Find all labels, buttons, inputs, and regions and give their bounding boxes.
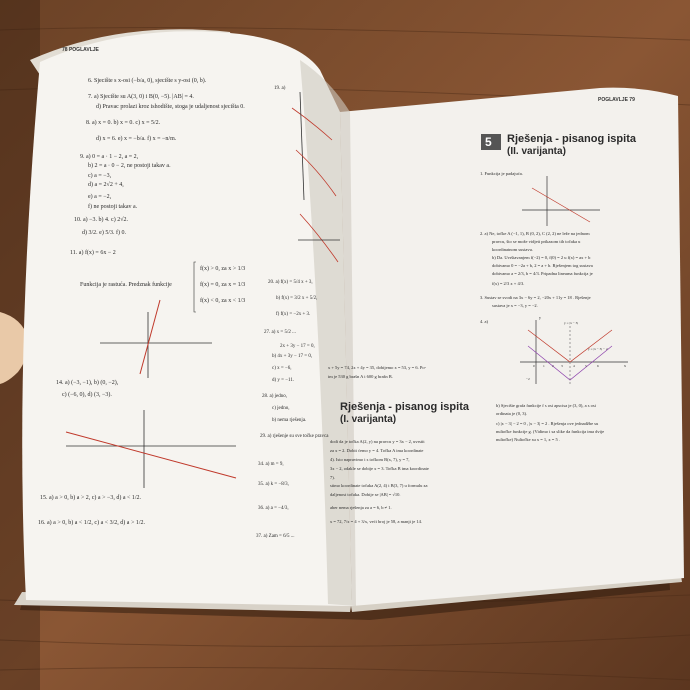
answer-line: 29. a) rješenje su sve točke pravca bbox=[260, 434, 329, 439]
answer-line: c) |x − 3| − 2 = 0 , |x − 3| = 2 . Rješenja ove jednadžbe su bbox=[496, 421, 599, 426]
answer-line: dobivamo a = 2/3, b = 4/3. Pripadna linearna funkcija je bbox=[492, 271, 593, 276]
answer-line: d) 3/2. e) 5/3. f) 0. bbox=[82, 230, 126, 236]
answer-line: f) ne postoji takav a. bbox=[88, 204, 138, 210]
answer-line: 36. a) a = −4/3, bbox=[258, 506, 289, 511]
answer-line: b) f(x) = 3/2 x + 5/2, bbox=[276, 296, 318, 301]
answer-line: 2x + 3y − 17 = 0, bbox=[280, 344, 315, 349]
answer-line: x + 5y = 74, 2x + 4y = 35, dobijemo x = 53, y = 6. Po- bbox=[328, 365, 427, 370]
sign-case: f(x) = 0, za x = 1/3 bbox=[200, 282, 246, 288]
answer-line: b) 4x + 3y − 17 = 0, bbox=[272, 354, 313, 359]
answer-line: c) x = −6, bbox=[272, 366, 292, 371]
section-title: Rješenja - pisanog ispita bbox=[340, 401, 469, 413]
tick-label: 1 bbox=[543, 364, 545, 368]
answer-line: 4). Isto napravimo i s točkom B(x, 7), y = 7, bbox=[330, 457, 410, 462]
answer-line: e) a = −2, bbox=[88, 194, 112, 200]
answer-line: c) jedno, bbox=[272, 406, 290, 411]
axis-label-x: x bbox=[624, 363, 626, 368]
answer-line: d) y = −11. bbox=[272, 378, 295, 383]
tick-label: 0 bbox=[533, 364, 535, 368]
answer-line: 14. a) (−3, −1), b) (0, −2), bbox=[56, 380, 119, 386]
answer-line: 3x − 2, odakle se dobije x = 3. Točka B ima koordinate bbox=[330, 466, 429, 471]
answer-line: Funkcija je rastuća. Predznak funkcije bbox=[80, 282, 172, 288]
answer-line: za x = 2. Dobit ćemo y = 4. Točka A ima koordinate bbox=[330, 448, 424, 453]
answer-line: 16. a) a > 0, b) a < 1/2, c) a < 3/2, d) a > 1/2. bbox=[38, 520, 146, 526]
answer-line: f(x) = 2/3 x + 4/3. bbox=[492, 281, 525, 286]
answer-line: 19. a) bbox=[274, 86, 286, 91]
answer-line: 7). bbox=[330, 475, 335, 480]
answer-line: 27. a) x = 5/2 ... bbox=[264, 330, 296, 335]
answer-line: 9. a) 0 = a · 1 − 2, a = 2, bbox=[80, 154, 139, 160]
answer-line: 3. Sustav se svodi na 3x − 6y = 2, −20x + 11y = 18 . Rješenje bbox=[480, 295, 591, 300]
answer-line: c) a = −3, bbox=[88, 173, 112, 179]
left-page-header: 78 POGLAVLJE bbox=[62, 47, 99, 53]
answer-line: b) Da. Uvrštavanjem f(−2) = 0, f(0) = 2 u f(x) = ax + b bbox=[492, 255, 591, 260]
answer-line: nultočke funkcije g. (Vidimo i sa slike da funkcija ima dvije bbox=[496, 429, 605, 434]
section-title: Rješenja - pisanog ispita bbox=[507, 133, 636, 145]
answer-line: koordinatnom sustavu. bbox=[492, 247, 533, 252]
graph-label: y = |x − 3| bbox=[564, 321, 579, 325]
right-page-header: POGLAVLJE 79 bbox=[598, 97, 635, 103]
answer-line: dodi da je točka A(2, y) na pravcu y = 3x − 2, uvrstit bbox=[330, 439, 425, 444]
answer-line: 34. a) m = 9, bbox=[258, 462, 284, 467]
tick-label: 6 bbox=[597, 364, 599, 368]
answer-line: sustava je x = −3, y = −2. bbox=[492, 303, 538, 308]
answer-line: 35. a) k = −8/3, bbox=[258, 482, 289, 487]
answer-line: d) Pravac prolazi kroz ishodište, stoga je udaljenost sjecišta 0. bbox=[96, 104, 245, 110]
answer-line: im je 530 g brašn A i 600 g brašn B. bbox=[328, 374, 393, 379]
answer-line: 11. a) f(x) = 6x − 2 bbox=[70, 250, 116, 256]
answer-line: pravcu, što se može vidjeti prikazom tih točaka u bbox=[492, 239, 581, 244]
answer-line: 28. a) jedno, bbox=[262, 394, 287, 399]
tick-label: 5 bbox=[585, 364, 587, 368]
answer-line: x = 72, 7/x = 4 + 3/x, veći broj je 58, a manji je 14. bbox=[330, 519, 422, 524]
answer-line: 37. a) Zam = 6/5 ... bbox=[256, 534, 295, 539]
answer-line: 1. Funkcija je padajuća. bbox=[480, 171, 523, 176]
answer-line: aber nema rješenja za a = 6, b ≠ 1. bbox=[330, 505, 392, 510]
answer-line: 10. a) −3. b) 4. c) 2√2. bbox=[74, 217, 128, 223]
answer-line: c) (−6, 0), d) (3, −3). bbox=[62, 392, 112, 398]
answer-line: f) f(x) = −2x + 3. bbox=[276, 312, 311, 317]
answer-line: ordinata je (0, 3). bbox=[496, 411, 528, 416]
answer-line: 20. a) f(x) = 5/4 x + 3, bbox=[268, 280, 313, 285]
answer-line: nultočke) Nultočke su x = 1, x = 5 . bbox=[496, 437, 560, 442]
tick-label: 4 bbox=[573, 364, 575, 368]
graph-label: y = |x − 3| − 2 bbox=[588, 347, 608, 351]
answer-line: 15. a) a > 0, b) a > 2, c) a > −3, d) a < 1/2. bbox=[40, 495, 142, 501]
axis-label-y: y bbox=[539, 315, 541, 320]
answer-line: 7. a) Sjecište su A(3, 0) i B(0, −5). |AB| = 4. bbox=[88, 94, 194, 100]
sign-case: f(x) < 0, za x < 1/3 bbox=[200, 298, 246, 304]
answer-line: stimo koordinate točaka A(2, 4) i B(3, 7) u formulu za bbox=[330, 483, 428, 488]
tick-label: 2 bbox=[552, 364, 554, 368]
section-subtitle: (I. varijanta) bbox=[340, 414, 397, 425]
answer-line: 6. Sjecište s x-osi (−b/a, 0), sjecište s y-osi (0, b). bbox=[88, 78, 207, 84]
section-subtitle: (II. varijanta) bbox=[507, 146, 566, 157]
answer-line: daljenost točaka. Dobije se |AB| = √10. bbox=[330, 492, 401, 497]
answer-line: b) Sjecište grafa funkcije f s osi apscisa je (3, 0), a s osi bbox=[496, 403, 596, 408]
answer-line: 4. a) bbox=[480, 319, 488, 324]
answer-line: d) a = 2√2 + 4, bbox=[88, 182, 124, 188]
tick-label: −2 bbox=[526, 377, 530, 381]
answer-line: 2. a) Ne, točke A (−1, 1), B (0, 2), C (2, 2) ne leže na jednom bbox=[480, 231, 590, 236]
answer-line: d) x = 6. e) x = −b/a. f) x = −n/m. bbox=[96, 136, 177, 142]
answer-line: 8. a) x = 0. b) x = 0. c) x = 5/2. bbox=[86, 120, 161, 126]
tick-label: 3 bbox=[561, 364, 563, 368]
answer-line: b) 2 = a · 0 − 2, ne postoji takav a. bbox=[88, 163, 171, 169]
sign-case: f(x) > 0, za x > 1/3 bbox=[200, 266, 246, 272]
answer-line: b) nema rješenja. bbox=[272, 418, 307, 423]
section-number: 5 bbox=[485, 135, 492, 149]
answer-line: dobivamo 0 = −2a + b, 2 = a + b. Rješenjem tog sustava bbox=[492, 263, 593, 268]
